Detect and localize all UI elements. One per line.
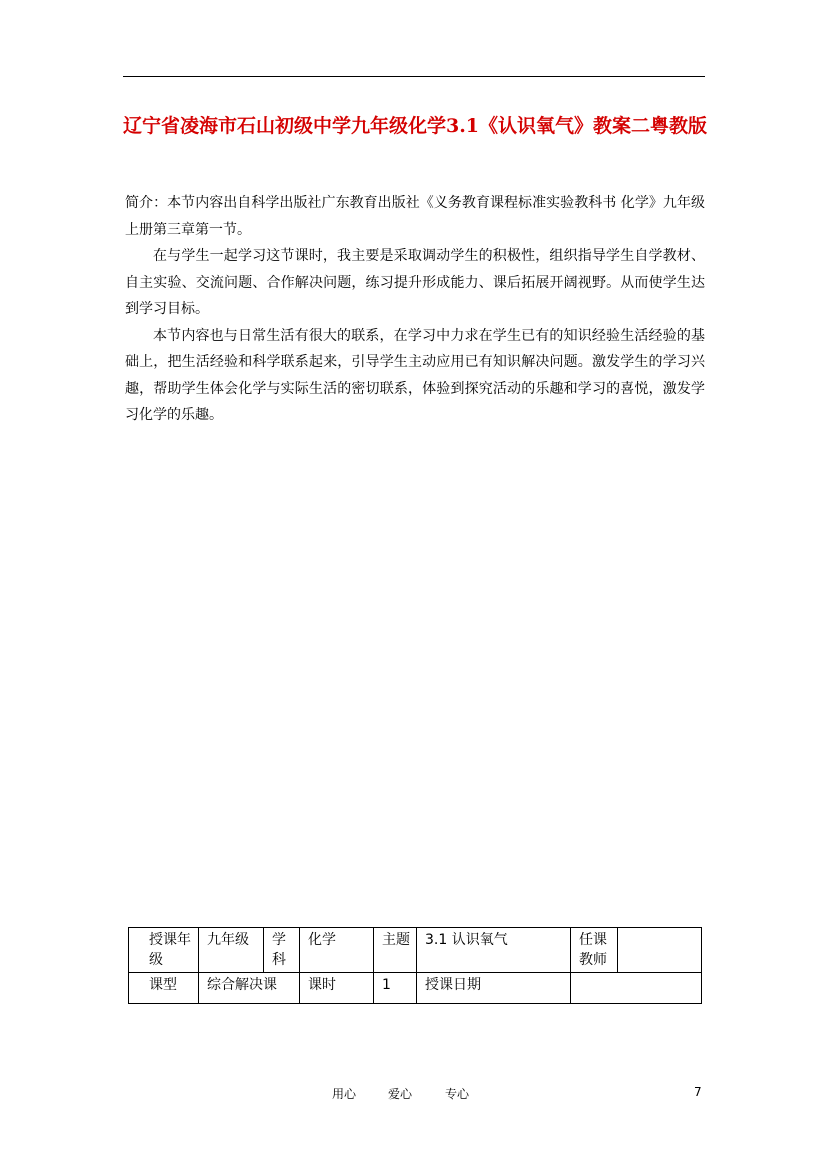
header-rule — [123, 76, 705, 77]
hours-value-cell: 1 — [374, 973, 417, 1004]
grade-value-cell: 九年级 — [199, 928, 264, 973]
footer-word: 专心 — [445, 1087, 470, 1101]
intro-paragraph: 简介：本节内容出自科学出版社广东教育出版社《义务教育课程标准实验教科书 化学》九年级上册第三章第一节。 — [125, 195, 705, 238]
hours-label-cell: 课时 — [300, 973, 374, 1004]
table-row — [129, 973, 702, 1004]
page-number: 7 — [694, 1085, 702, 1099]
teacher-value-cell — [618, 928, 702, 973]
footer-word: 用心 — [332, 1087, 357, 1101]
date-value-cell — [571, 973, 702, 1004]
subject-value-cell: 化学 — [300, 928, 374, 973]
lesson-info-table — [128, 927, 702, 1004]
page-footer — [0, 1085, 827, 1105]
date-label-cell: 授课日期 — [417, 973, 571, 1004]
topic-value-cell: 3.1 认识氧气 — [417, 928, 571, 973]
footer-word: 爱心 — [388, 1087, 413, 1101]
method-paragraph: 在与学生一起学习这节课时，我主要是采取调动学生的积极性，组织指导学生自学教材、自主实验、交流问题、合作解决问题，练习提升形成能力、课后拓展开阔视野。从而使学生达到学习目标。 — [125, 248, 705, 317]
document-title: 辽宁省凌海市石山初级中学九年级化学3.1《认识氧气》教案二粤教版 — [122, 115, 708, 137]
type-label-cell: 课型 — [129, 973, 199, 1004]
type-value-cell: 综合解决课 — [199, 973, 300, 1004]
teacher-label-cell: 任课教师 — [571, 928, 618, 973]
document-body — [125, 190, 705, 429]
content-paragraph: 本节内容也与日常生活有很大的联系，在学习中力求在学生已有的知识经验生活经验的基础上，把生活经验和科学联系起来，引导学生主动应用已有知识解决问题。激发学生的学习兴趣，帮助学生体会化学与实际生活的密切联系，体验到探究活动的乐趣和学习的喜悦，激发学习化学的乐趣。 — [125, 327, 705, 423]
table-row — [129, 928, 702, 973]
subject-label-cell: 学科 — [264, 928, 300, 973]
grade-label-cell: 授课年级 — [129, 928, 199, 973]
topic-label-cell: 主题 — [374, 928, 417, 973]
